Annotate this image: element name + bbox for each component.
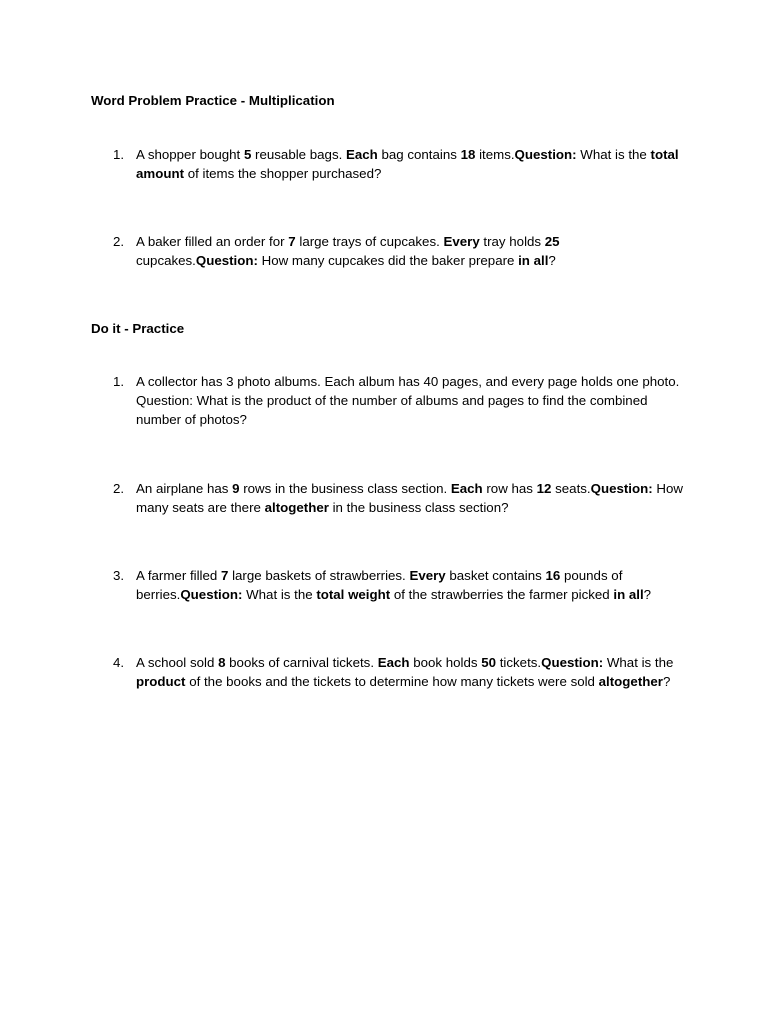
text-run: large trays of cupcakes. bbox=[295, 234, 444, 249]
text-run: of the books and the tickets to determine how many tickets were sold bbox=[185, 674, 599, 689]
bold-text-run: 8 bbox=[218, 655, 226, 670]
text-run: A baker filled an order for bbox=[136, 234, 289, 249]
problem-number: 2. bbox=[113, 234, 125, 249]
practice-problem-2 bbox=[113, 479, 683, 517]
bold-text-run: Every bbox=[443, 234, 480, 249]
text-run: books of carnival tickets. bbox=[225, 655, 378, 670]
text-run: items. bbox=[475, 147, 515, 162]
bold-text-run: Question: bbox=[195, 253, 258, 268]
text-run: A shopper bought bbox=[136, 147, 244, 162]
text-run: reusable bags. bbox=[251, 147, 346, 162]
problem-number: 3. bbox=[113, 568, 125, 583]
problem-text bbox=[136, 232, 683, 270]
text-run: bag contains bbox=[377, 147, 461, 162]
bold-text-run: altogether bbox=[598, 674, 663, 689]
text-run: What is the bbox=[576, 147, 651, 162]
section-heading-do-it-practice: Do it - Practice bbox=[91, 321, 185, 336]
text-run: book holds bbox=[409, 655, 482, 670]
bold-text-run: 7 bbox=[288, 234, 296, 249]
problem-1 bbox=[113, 145, 683, 183]
bold-text-run: Question: bbox=[590, 481, 653, 496]
problem-number: 4. bbox=[113, 655, 125, 670]
problem-2 bbox=[113, 232, 683, 270]
problem-text bbox=[136, 372, 683, 429]
bold-text-run: Every bbox=[409, 568, 446, 583]
text-run: A farmer filled bbox=[136, 568, 221, 583]
bold-text-run: Question: bbox=[180, 587, 243, 602]
text-run: A collector has 3 photo albums. Each album has 40 pages, and every page holds one photo. Question: What is the product of the number of albums and pages to find the combined number of photos? bbox=[136, 374, 680, 427]
bold-text-run: product bbox=[136, 674, 186, 689]
problem-text bbox=[136, 145, 683, 183]
text-run: How many cupcakes did the baker prepare bbox=[257, 253, 519, 268]
bold-text-run: 7 bbox=[220, 568, 229, 583]
practice-problem-3 bbox=[113, 566, 683, 604]
bold-text-run: in all bbox=[613, 587, 644, 602]
bold-text-run: altogether bbox=[264, 500, 329, 515]
practice-problem-1 bbox=[113, 372, 683, 429]
problem-number: 1. bbox=[113, 374, 125, 389]
bold-text-run: Each bbox=[450, 481, 483, 496]
bold-text-run: total amount bbox=[136, 147, 679, 181]
bold-text-run: 9 bbox=[232, 481, 240, 496]
text-run: How many seats are there bbox=[136, 481, 683, 515]
text-run: What is the bbox=[603, 655, 674, 670]
bold-text-run: 12 bbox=[536, 481, 552, 496]
text-run: A school sold bbox=[136, 655, 219, 670]
bold-text-run: Each bbox=[345, 147, 378, 162]
text-run: rows in the business class section. bbox=[239, 481, 451, 496]
text-run: An airplane has bbox=[136, 481, 233, 496]
text-run: tray holds bbox=[479, 234, 545, 249]
text-run: of the strawberries the farmer picked bbox=[390, 587, 614, 602]
problem-text bbox=[136, 479, 683, 517]
text-run: pounds of berries. bbox=[136, 568, 623, 602]
text-run: tickets. bbox=[496, 655, 542, 670]
text-run: ? bbox=[548, 253, 556, 268]
text-run: basket contains bbox=[445, 568, 546, 583]
bold-text-run: 25 bbox=[544, 234, 560, 249]
text-run: of items the shopper purchased? bbox=[184, 166, 382, 181]
bold-text-run: Each bbox=[377, 655, 410, 670]
text-run: seats. bbox=[551, 481, 591, 496]
section-heading-word-problem-practice: Word Problem Practice - Multiplication bbox=[91, 93, 335, 108]
bold-text-run: 16 bbox=[545, 568, 561, 583]
text-run: row has bbox=[482, 481, 537, 496]
bold-text-run: Question: bbox=[541, 655, 604, 670]
practice-problem-4 bbox=[113, 653, 683, 691]
problem-number: 1. bbox=[113, 147, 125, 162]
text-run: large baskets of strawberries. bbox=[228, 568, 410, 583]
problem-number: 2. bbox=[113, 481, 125, 496]
bold-text-run: 18 bbox=[460, 147, 476, 162]
text-run: ? bbox=[643, 587, 652, 602]
bold-text-run: 50 bbox=[481, 655, 497, 670]
text-run: What is the bbox=[242, 587, 317, 602]
problem-text bbox=[136, 653, 683, 691]
text-run: ? bbox=[662, 674, 671, 689]
bold-text-run: Question: bbox=[514, 147, 577, 162]
text-run: cupcakes. bbox=[136, 253, 196, 268]
bold-text-run: total weight bbox=[316, 587, 391, 602]
bold-text-run: 5 bbox=[243, 147, 252, 162]
bold-text-run: in all bbox=[518, 253, 549, 268]
problem-text bbox=[136, 566, 683, 604]
text-run: in the business class section? bbox=[328, 500, 509, 515]
